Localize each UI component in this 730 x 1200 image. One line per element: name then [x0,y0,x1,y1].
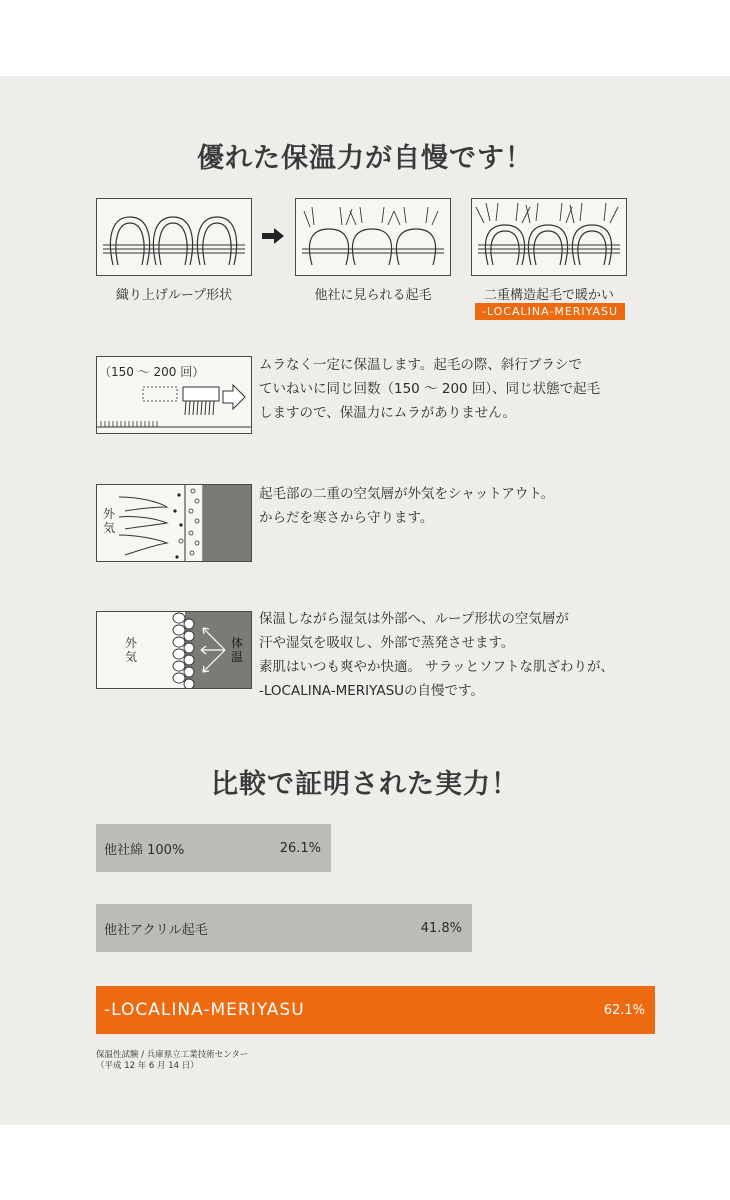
bar-label: 他社綿 100% [104,842,185,858]
feature3-line: 素肌はいつも爽やか快適。 サラッとソフトな肌ざわりが、 [259,659,615,675]
feature1-line: ていねいに同じ回数（150 ～ 200 回）、同じ状態で起毛 [259,381,601,397]
feature3-text [259,607,614,703]
feature1-text [259,353,600,425]
outside-air-label: 外 気 [125,636,138,664]
body-heat-label: 体 温 [231,636,244,664]
air-layer-figure [96,484,252,562]
caption-woven-loop: 織り上げループ形状 [115,288,233,303]
feature3-line: 汗や湿気を吸収し、外部で蒸発させます。 [259,635,515,651]
caption-double-brushed: 二重構造起毛で暖かい [483,288,614,303]
feature2-line: からだを寒さから守ります。 [259,510,434,526]
moisture-figure [96,611,252,689]
loop-figure-woven [96,198,252,276]
bar-value-label: 26.1% [279,840,321,856]
source-note-line: （平成 12 年 6 月 14 日） [96,1061,199,1071]
feature3-line: 保温しながら湿気は外部へ、ループ形状の空気層が [259,611,569,627]
outside-air-label: 外 気 [103,507,116,535]
heading-warmth: 優れた保温力が自慢です！ [197,143,533,174]
bar-value-label: 41.8% [420,920,462,936]
feature1-line: しますので、保温力にムラがありません。 [259,405,517,421]
bar-label: -LOCALINA-MERIYASU [104,1000,305,1020]
feature3-line: -LOCALINA-MERIYASUの自慢です。 [259,683,484,699]
bar-other-cotton [96,824,331,872]
bar-label: 他社アクリル起毛 [104,922,208,938]
bar-localina [96,986,655,1034]
source-note-line: 保温性試験 / 兵庫県立工業技術センター [96,1050,249,1060]
brush-figure [96,356,252,434]
bar-other-acrylic [96,904,472,952]
caption-other-brushed: 他社に見られる起毛 [314,288,432,303]
feature1-line: ムラなく一定に保温します。起毛の際、斜行ブラシで [259,357,582,373]
brush-count-label: （150 ～ 200 回） [99,365,205,379]
loop-figure-other-brushed [295,198,451,276]
loop-figure-double-brushed [471,198,627,276]
arrow-right-icon [262,228,284,244]
feature2-text [259,482,554,530]
brand-badge: -LOCALINA-MERIYASU [475,303,625,320]
heading-comparison: 比較で証明された実力！ [211,769,519,800]
feature2-line: 起毛部の二重の空気層が外気をシャットアウト。 [259,486,555,502]
source-note [96,1050,248,1072]
bar-value-label: 62.1% [603,1002,645,1018]
